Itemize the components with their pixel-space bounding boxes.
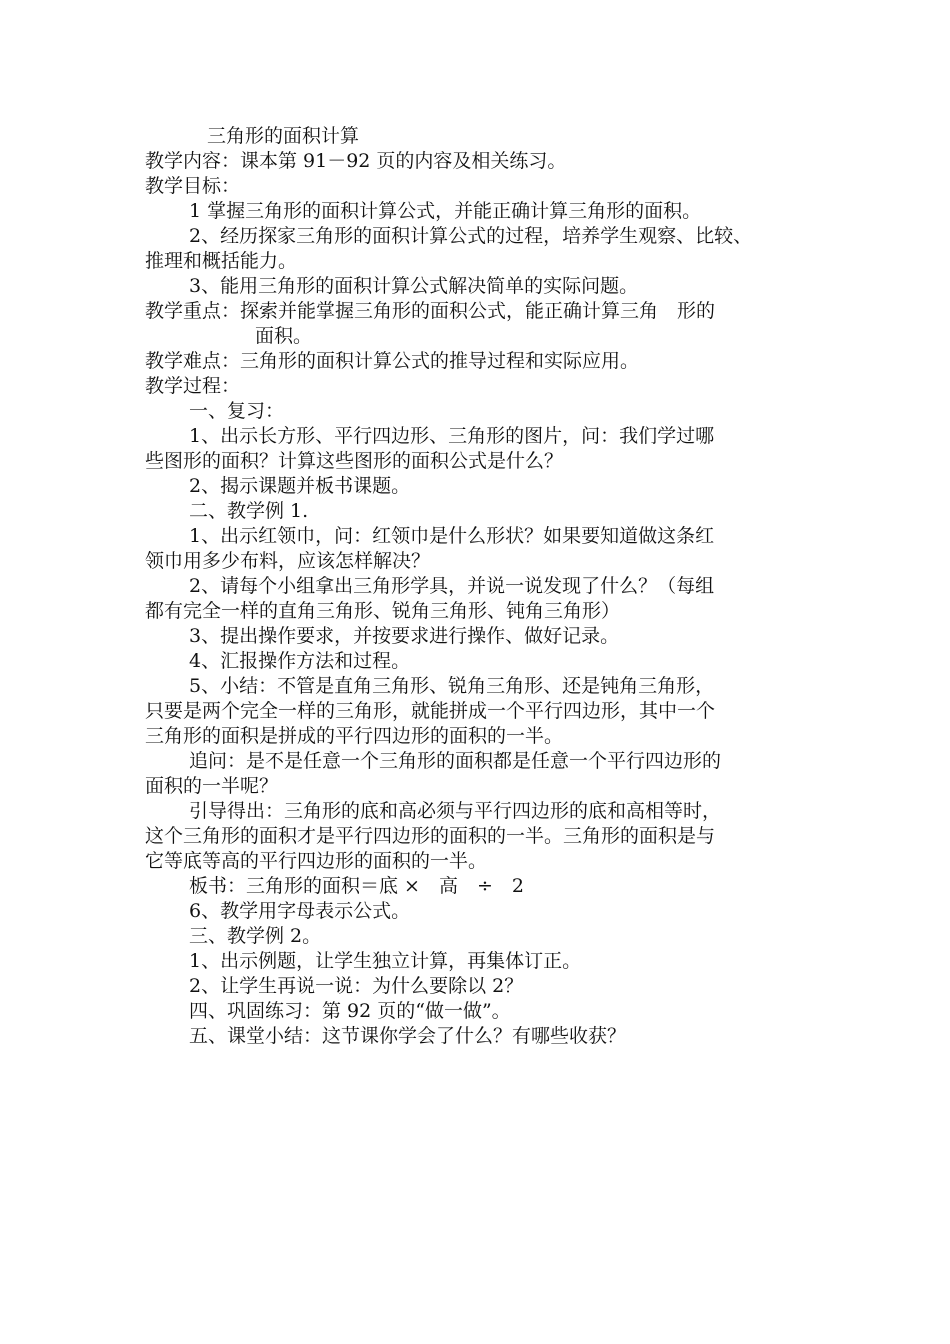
text-line: 追问：是不是任意一个三角形的面积都是任意一个平行四边形的 [189,750,722,772]
text-line: 3、提出操作要求，并按要求进行操作、做好记录。 [189,625,620,647]
text-line: 五、课堂小结：这节课你学会了什么？有哪些收获？ [189,1025,627,1047]
text-line: 1、出示长方形、平行四边形、三角形的图片，问：我们学过哪 [189,425,715,447]
text-line: 教学目标： [145,175,241,197]
text-line: 2、让学生再说一说：为什么要除以 2？ [189,975,524,997]
document-body [145,124,815,1049]
text-line: 只要是两个完全一样的三角形，就能拼成一个平行四边形，其中一个 [145,700,716,722]
text-line: 都有完全一样的直角三角形、锐角三角形、钝角三角形） [145,600,621,622]
text-line: 三角形的面积是拼成的平行四边形的面积的一半。 [145,725,564,747]
text-line: 一、复习： [189,400,285,422]
text-line: 1、出示红领巾，问：红领巾是什么形状？如果要知道做这条红 [189,525,715,547]
text-line: 2、经历探家三角形的面积计算公式的过程，培养学生观察、比较、 [189,225,753,247]
text-line: 3、能用三角形的面积计算公式解决简单的实际问题。 [189,275,639,297]
document-title: 三角形的面积计算 [207,125,360,147]
text-line: 6、教学用字母表示公式。 [189,900,411,922]
text-line: 些图形的面积？计算这些图形的面积公式是什么？ [145,450,564,472]
text-line: 它等底等高的平行四边形的面积的一半。 [145,850,488,872]
text-line: 引导得出：三角形的底和高必须与平行四边形的底和高相等时， [189,800,722,822]
text-line: 教学难点：三角形的面积计算公式的推导过程和实际应用。 [145,350,640,372]
text-line: 1 掌握三角形的面积计算公式，并能正确计算三角形的面积。 [189,200,702,222]
text-line: 5、小结：不管是直角三角形、锐角三角形、还是钝角三角形， [189,675,715,697]
text-line: 二、教学例 1. [189,500,309,522]
text-line: 面积。 [255,325,313,347]
text-line: 面积的一半呢？ [145,775,279,797]
text-line: 4、汇报操作方法和过程。 [189,650,411,672]
text-line: 领巾用多少布料，应该怎样解决？ [145,550,431,572]
text-line: 教学内容：课本第 91－92 页的内容及相关练习。 [145,150,567,172]
text-line: 2、揭示课题并板书课题。 [189,475,411,497]
text-line: 三、教学例 2。 [189,925,322,947]
text-line: 四、巩固练习：第 92 页的“做一做”。 [189,1000,511,1022]
formula-line: 板书：三角形的面积＝底 × 高 ÷ 2 [189,875,524,897]
text-line: 1、出示例题，让学生独立计算，再集体订正。 [189,950,582,972]
text-line: 教学过程： [145,375,241,397]
text-line: 这个三角形的面积才是平行四边形的面积的一半。三角形的面积是与 [145,825,716,847]
text-line: 教学重点：探索并能掌握三角形的面积公式，能正确计算三角 形的 [145,300,716,322]
text-line: 推理和概括能力。 [145,250,298,272]
text-line: 2、请每个小组拿出三角形学具，并说一说发现了什么？（每组 [189,575,715,597]
